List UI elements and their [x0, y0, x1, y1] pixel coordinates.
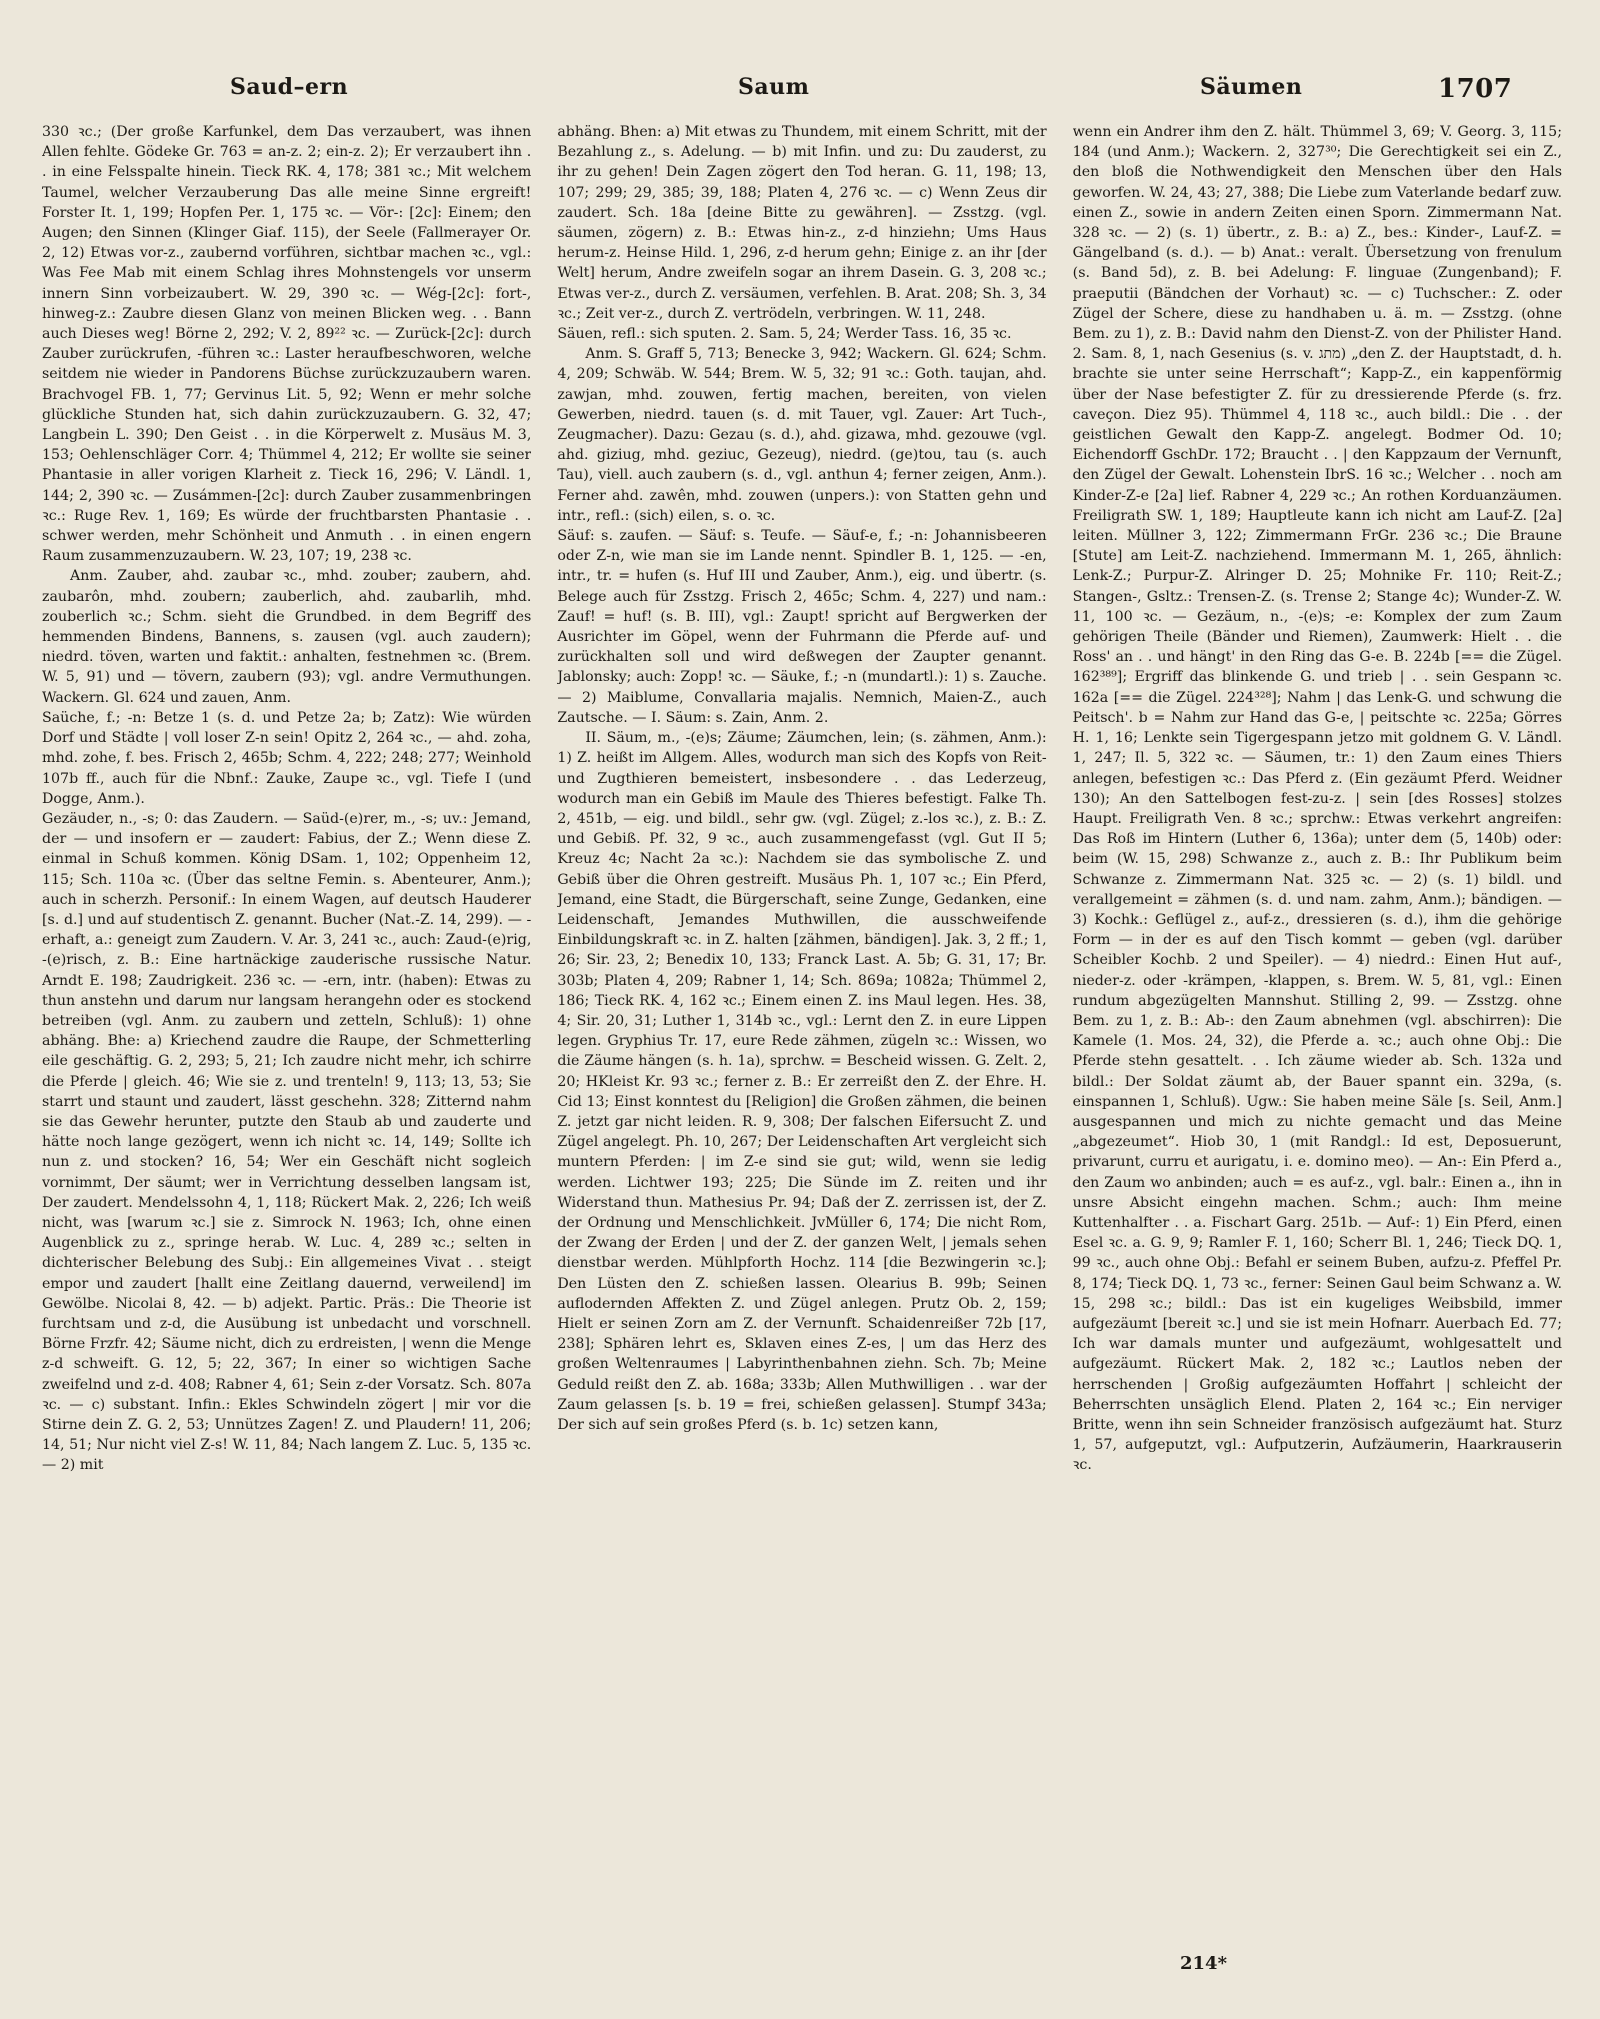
page-number: 1707: [1438, 74, 1513, 104]
paragraph: wenn ein Andrer ihm den Z. hält. Thümmel 3, 69; V. Georg. 3, 115; 184 (und Anm.); Wackern. 2, 327³⁰; Die Gerechtigkeit sei ein Z., den bloß die Nothwendigkeit den Menschen über den Hals geworfen. W. 24, 43; 27, 388; Die Liebe zum Vaterlande bedarf zuw. einen Z., sowie in andern Zeiten einen Sporn. Zimmermann Nat. 328 ꝛc. — 2) (s. 1) übertr., z. B.: a) Z., bes.: Kinder-, Lauf-Z. = Gängelband (s. d.). — b) Anat.: veralt. Übersetzung von frenulum (s. Band 5d), z. B. bei Adelung: F. linguae (Zungenband); F. praeputii (Bändchen der Vorhaut) ꝛc. — c) Tuchscher.: Z. oder Zügel der Schere, diese zu handhaben u. ä. m. — Zsstzg. (ohne Bem. zu 1), z. B.: David nahm den Dienst-Z. von der Philister Hand. 2. Sam. 8, 1, nach Gesenius (s. v. מתג) „den Z. der Hauptstadt, d. h. brachte sie unter seine Herrschaft“; Kapp-Z., ein kappenförmig über der Nase befestigter Z. für zu dressierende Pferde (s. frz. caveçon. Diez 95). Thümmel 4, 118 ꝛc., auch bildl.: Die . . der geistlichen Gewalt den Kapp-Z. angelegt. Bodmer Od. 10; Eichendorff GschDr. 172; Braucht . . | den Kappzaum der Vernunft, den Zügel der Gewalt. Lohenstein IbrS. 16 ꝛc.; Welcher . . noch am Kinder-Z-e [2a] lief. Rabner 4, 229 ꝛc.; An rothen Korduanzäumen. Freiligrath SW. 1, 189; Hauptleute kann ich nicht am Lauf-Z. [2a] leiten. Müllner 3, 122; Zimmermann FrGr. 236 ꝛc.; Die Braune [Stute] am Leit-Z. nachziehend. Immermann M. 1, 265, ähnlich: Lenk-Z.; Purpur-Z. Alringer D. 25; Mohnike Fr. 110; Reit-Z.; Stangen-, Gsltz.: Trensen-Z. (s. Trense 2; Stange 4c); Wunder-Z. W. 11, 100 ꝛc. — Gezäum, n., -(e)s; -e: Komplex der zum Zaum gehörigen Theile (Bänder und Riemen), Zaumwerk: Hielt . . die Ross' an . . und hängt' in den Ring das G-e. B. 224b [== die Zügel. 162³⁸⁹]; Ergriff das blinkende G. und trieb | . . sein Gespann ꝛc. 162a [== die Zügel. 224³²⁸]; Nahm | das Lenk-G. und schwung die Peitsch'. b = Nahm zur Hand das G-e, | peitschte ꝛc. 225a; Görres H. 1, 16; Lenkte sein Tigergespann jetzo mit goldnem G. V. Ländl. 1, 247; Il. 5, 322 ꝛc. — Säumen, tr.: 1) den Zaum eines Thiers anlegen, befestigen ꝛc.: Das Pferd z. (Ein gezäumt Pferd. Weidner 130); An den Sattelbogen fest-zu-z. | sein [des Rosses] stolzes Haupt. Freiligrath Ven. 8 ꝛc.; sprchw.: Etwas verkehrt angreifen: Das Roß im Hintern (Luther 6, 136a); unter dem (5, 140b) oder: beim (W. 15, 298) Schwanze z., auch z. B.: Ihr Publikum beim Schwanze z. Zimmermann Nat. 325 ꝛc. — 2) (s. 1) bildl. und verallgemeint = zähmen (s. d. und nam. zahm, Anm.); bändigen. — 3) Kochk.: Geflügel z., auf-z., dressieren (s. d.), ihm die gehörige Form — in der es auf den Tisch kommt — geben (vgl. darüber Scheibler Kochb. 2 und Speiler). — 4) niedrd.: Einen Hut auf-, nieder-z. oder -krämpen, -klappen, s. Brem. W. 5, 81, vgl.: Einen rundum abgezügelten Mannshut. Stilling 2, 99. — Zsstzg. ohne Bem. zu 1, z. B.: Ab-: den Zaum abnehmen (vgl. abschirren): Die Kamele (1. Mos. 24, 32), die Pferde a. ꝛc.; auch ohne Obj.: Die Pferde stehn gesattelt. . . Ich zäume wieder ab. Sch. 132a und bildl.: Der Soldat zäumt ab, der Bauer spannt ein. 329a, (s. einspannen 1, Schluß). Ugw.: Sie haben meine Säle [s. Seil, Anm.] ausgespannen und mich zu nichte gemacht und das Meine „abgezeumet“. Hiob 30, 1 (mit Randgl.: Id est, Deposuerunt, privarunt, curru et aurigatu, i. e. domino meo). — An-: Ein Pferd a., den Zaum wo anbinden; auch = es auf-z., vgl. balr.: Einen a., ihn in unsre Absicht eingehn machen. Schm.; auch: Ihm meine Kuttenhalfter . . a. Fischart Garg. 251b. — Auf-: 1) Ein Pferd, einen Esel ꝛc. a. G. 9, 9; Ramler F. 1, 160; Scherr Bl. 1, 246; Tieck DQ. 1, 99 ꝛc., auch ohne Obj.: Befahl er seinem Buben, aufzu-z. Pfeffel Pr. 8, 174; Tieck DQ. 1, 73 ꝛc., ferner: Seinen Gaul beim Schwanz a. W. 15, 298 ꝛc.; bildl.: Das ist ein kugeliges Weibsbild, immer aufgezäumt [bereit ꝛc.] und sie ist mein Hofnarr. Auerbach Ed. 77; Ich war damals munter und aufgezäumt, wohlgesattelt und aufgezäumt. Rückert Mak. 2, 182 ꝛc.; Lautlos neben der herrschenden | Großig aufgezäumten Hoffahrt | schleicht der Beherrschten unsäglich Elend. Platen 2, 164 ꝛc.; Ein nerviger Britte, wenn ihn sein Schneider französisch aufgezäumt hat. Sturz 1, 57, aufgeputzt, vgl.: Aufputzerin, Aufzäumerin, Haarkrauserin ꝛc.: [1072, 124, 1562, 1474]
paragraph: II. Säum, m., -(e)s; Zäume; Zäumchen, lein; (s. zähmen, Anm.): 1) Z. heißt im Allgem. Alles, wodurch man sich des Kopfs von Reit- und Zugthieren bemeistert, insbesondere . . das Lederzeug, wodurch man ein Gebiß im Maule des Thieres befestigt. Falke Th. 2, 451b, — eig. und bildl., sehr gw. (vgl. Zügel; z.-los ꝛc.), z. B.: Z. und Gebiß. Pf. 32, 9 ꝛc., auch zusammengefasst (vgl. Gut II 5; Kreuz 4c; Nacht 2a ꝛc.): Nachdem sie das symbolische Z. und Gebiß über die Ohren gestreift. Musäus Ph. 1, 107 ꝛc.; Ein Pferd, Jemand, eine Stadt, die Bürgerschaft, seine Zunge, Gedanken, eine Leidenschaft, Jemandes Muthwillen, die ausschweifende Einbildungskraft ꝛc. in Z. halten [zähmen, bändigen]. Jak. 3, 2 ff.; 1, 26; Sir. 23, 2; Benedix 10, 133; Franck Last. A. 5b; G. 31, 17; Br. 303b; Platen 4, 209; Rabner 1, 14; Sch. 869a; 1082a; Thümmel 2, 186; Tieck RK. 4, 162 ꝛc.; Einem einen Z. ins Maul legen. Hes. 38, 4; Sir. 20, 31; Luther 1, 314b ꝛc., vgl.: Lernt den Z. in eure Lippen legen. Gryphius Tr. 17, eure Rede zähmen, zügeln ꝛc.: Wissen, wo die Zäume hängen (s. h. 1a), sprchw. = Bescheid wissen. G. Zelt. 2, 20; HKleist Kr. 93 ꝛc.; ferner z. B.: Er zerreißt den Z. der Ehre. H. Cid 13; Einst konntest du [Religion] die Großen zähmen, die beinen Z. jetzt gar nicht leiden. R. 9, 308; Der falschen Eifersucht Z. und Zügel angelegt. Ph. 10, 267; Der Leidenschaften Art vergleicht sich muntern Pferden: | im Z-e sind sie gut; wild, wenn sie ledig werden. Lichtwer 193; 225; Die Sünde im Z. reiten und ihr Widerstand thun. Mathesius Pr. 94; Daß der Z. zerrissen ist, der Z. der Ordnung und Menschlichkeit. JvMüller 6, 174; Die nicht Rom, der Zwang der Erden | und der Z. der ganzen Welt, | jemals sehen dienstbar werden. Mühlpforth Hochz. 114 [die Bezwingerin ꝛc.]; Den Lüsten den Z. schießen lassen. Olearius B. 99b; Seinen auflodernden Affekten Z. und Zügel anlegen. Prutz Ob. 2, 159; Hielt er seinen Zorn am Z. der Vernunft. Schaidenreißer 72b [17, 238]; Sphären lehrt es, Sklaven eines Z-es, | um das Herz des großen Weltenraumes | Labyrinthenbahnen ziehn. Sch. 7b; Meine Geduld reißt den Z. ab. 168a; 333b; Allen Muthwilligen . . war der Zaum gelassen [s. b. 19 = frei, schießen gelassen]. Stumpf 343a; Der sich auf sein großes Pferd (s. b. 1c) setzen kann,: [557, 730, 1047, 1433]
paragraph: Anm. Zauber, ahd. zaubar ꝛc., mhd. zouber; zaubern, ahd. zaubarôn, mhd. zoubern; zauberlich, ahd. zaubarlih, mhd. zouberlich ꝛc.; Schm. sieht die Grundbed. in dem Begriff des hemmenden Bindens, Bannens, s. zausen (vgl. auch zaudern); niedrd. töven, warten und faktit.: anhalten, festnehmen ꝛc. (Brem. W. 5, 91) und — tövern, zaubern (93); vgl. andre Vermuthungen. Wackern. Gl. 624 und zauen, Anm.: [42, 568, 532, 706]
column-2: [557, 122, 1046, 1942]
column-3: [1073, 122, 1562, 1942]
paragraph: Säuf: s. zaufen. — Säuf: s. Teufe. — Säuf-e, f.; -n: Johannisbeeren oder Z-n, wie man sie im Lande nennt. Spindler B. 1, 125. — -en, intr., tr. = hufen (s. Huf III und Zauber, Anm.), eig. und übertr. (s. Belege auch für Zsstzg. Frisch 2, 465c; Schm. 4, 227) und nam.: Zauf! = huf! (s. B. III), vgl.: Zaupt! spricht auf Bergwerken der Ausrichter im Göpel, wenn der Fuhrmann die Pferde auf- und zurückhalten soll und wird deßwegen der Zaupter genannt. Jablonsky; auch: Zopp! ꝛc. — Säuke, f.; -n (mundartl.): 1) s. Zauche. — 2) Maiblume, Convallaria majalis. Nemnich, Maien-Z., auch Zautsche. — I. Säum: s. Zain, Anm. 2.: [557, 528, 1047, 726]
text-columns: [42, 122, 1562, 1942]
paragraph: abhäng. Bhen: a) Mit etwas zu Thundem, mit einem Schritt, mit der Bezahlung z., s. Adelung. — b) mit Infin. und zu: Du zauderst, zu ihr zu gehen! Dein Zagen zögert den Tod heran. G. 11, 198; 13, 107; 299; 29, 385; 39, 188; Platen 4, 276 ꝛc. — c) Wenn Zeus dir zaudert. Sch. 18a [deine Bitte zu gewähren]. — Zsstzg. (vgl. säumen, zögern) z. B.: Etwas hin-z., z-d hinziehn; Ums Haus herum-z. Heinse Hild. 1, 296, z-d herum gehn; Einige z. an ihr [der Welt] herum, Andre zweifeln sogar an ihrem Dasein. G. 3, 208 ꝛc.; Etwas ver-z., durch Z. versäumen, verfehlen. B. Arat. 208; Sh. 3, 34 ꝛc.; Zeit ver-z., durch Z. vertrödeln, verbringen. W. 11, 248.: [557, 124, 1047, 322]
header-left-catchword: Saud–ern: [230, 74, 349, 100]
column-1: [42, 122, 531, 1942]
header-center-catchword: Saum: [738, 74, 810, 100]
paragraph: 330 ꝛc.; (Der große Karfunkel, dem Das verzaubert, was ihnen Allen fehlte. Gödeke Gr. 763 = an-z. 2; ein-z. 2); Er verzaubert ihn . . in eine Felsspalte hinein. Tieck RK. 4, 178; 381 ꝛc.; Mit welchem Taumel, welcher Verzauberung Das alle meine Sinne ergreift! Forster It. 1, 199; Hopfen Per. 1, 175 ꝛc. — Vör-: [2c]: Einem; den Augen; den Sinnen (Klinger Giaf. 115), der Seele (Fallmerayer Or. 2, 12) Etwas vor-z., zaubernd vorführen, sichtbar machen ꝛc., vgl.: Was Fee Mab mit einem Schlag ihres Mohnstengels vor unserm innern Sinn vorbeizaubert. W. 29, 390 ꝛc. — Wég-[2c]: fort-, hinweg-z.: Zaubre diesen Glanz von meinen Blicken weg. . . Bann auch Dieses weg! Börne 2, 292; V. 2, 89²² ꝛc. — Zurück-[2c]: durch Zauber zurückrufen, -führen ꝛc.: Laster heraufbeschworen, welche seitdem nie wieder in Pandorens Büchse zurückzuzaubern waren. Brachvogel FB. 1, 77; Gervinus Lit. 5, 92; Wenn er mehr solche glückliche Stunden hat, sich dahin zurückzuzaubern. G. 32, 47; Langbein L. 390; Den Geist . . in die Körperwelt z. Musäus M. 3, 153; Oehlenschläger Corr. 4; Thümmel 4, 212; Er wollte sie seiner Phantasie in aller vorigen Klarheit z. Tieck 16, 296; V. Ländl. 1, 144; 2, 390 ꝛc. — Zusámmen-[2c]: durch Zauber zusammenbringen ꝛc.: Ruge Rev. 1, 169; Es würde der fruchtbarsten Phantasie . . schwer werden, mehr Schönheit und Anmuth . . in einen engern Raum zusammenzuzaubern. W. 23, 107; 19, 238 ꝛc.: [42, 124, 532, 565]
paragraph: Gezäuder, n., -s; 0: das Zaudern. — Saüd-(e)rer, m., -s; uv.: Jemand, der — und insofern er — zaudert: Fabius, der Z.; Wenn diese Z. einmal in Schuß kommen. König DSam. 1, 102; Oppenheim 12, 115; Sch. 110a ꝛc. (Über das seltne Femin. s. Abenteurer, Anm.); auch in scherzh. Personif.: In einem Wagen, auf deutsch Hauderer [s. d.] und auf studentisch Z. genannt. Bucher (Nat.-Z. 14, 299). — -erhaft, a.: geneigt zum Zaudern. V. Ar. 3, 241 ꝛc., auch: Zaud-(e)rig, -(e)risch, z. B.: Eine hartnäckige zauderische russische Natur. Arndt E. 198; Zaudrigkeit. 236 ꝛc. — -ern, intr. (haben): Etwas zu thun anstehn und darum nur langsam herangehn oder es stockend betreiben (vgl. Anm. zu zaubern und zetteln, Schluß): 1) ohne abhäng. Bhe: a) Kriechend zaudre die Raupe, der Schmetterling eile geschäftig. G. 2, 293; 5, 21; Ich zaudre nicht mehr, ich schirre die Pferde | gleich. 46; Wie sie z. und trenteln! 9, 113; 13, 53; Sie starrt und staunt und zaudert, lässt geschehn. 328; Zitternd nahm sie das Gewehr herunter, putzte den Staub ab und zauderte und hätte noch lange gezögert, wenn ich nicht ꝛc. 14, 149; Sollte ich nun z. und stocken? 16, 54; Wer ein Geschäft nicht sogleich vornimmt, Der säumt; wer in Verrichtung desselben langsam ist, Der zaudert. Mendelssohn 4, 1, 118; Rückert Mak. 2, 226; Ich weiß nicht, was [warum ꝛc.] sie z. Simrock N. 1963; Ich, ohne einen Augenblick zu z., springe herab. W. Luc. 4, 289 ꝛc.; selten in dichterischer Belebung des Subj.: Ein allgemeines Vivat . . steigt empor und zaudert [hallt eine Zeitlang dauernd, verweilend] im Gewölbe. Nicolai 8, 42. — b) adjekt. Partic. Präs.: Die Theorie ist furchtsam und z-d, die Ausübung ist unbedacht und vorschnell. Börne Frzfr. 42; Säume nicht, dich zu erdreisten, | wenn die Menge z-d schweift. G. 12, 5; 22, 367; In einer so wichtigen Sache zweifelnd und z-d. 408; Rabner 4, 61; Sein z-der Vorsatz. Sch. 807a ꝛc. — c) substant. Infin.: Ekles Schwindeln zögert | mir vor die Stirne dein Z. G. 2, 53; Unnützes Zagen! Z. und Plaudern! 11, 206; 14, 51; Nur nicht viel Z-s! W. 11, 84; Nach langem Z. Luc. 5, 135 ꝛc. — 2) mit: [42, 810, 532, 1474]
paragraph: Säuen, refl.: sich sputen. 2. Sam. 5, 24; Werder Tass. 16, 35 ꝛc.: [557, 326, 1012, 343]
running-header: [0, 74, 1600, 110]
header-right-catchword: Säumen: [1200, 74, 1303, 100]
sheet-signature: 214*: [1180, 1953, 1227, 1974]
paragraph: Anm. S. Graff 5, 713; Benecke 3, 942; Wackern. Gl. 624; Schm. 4, 209; Schwäb. W. 544; Brem. W. 5, 32; 91 ꝛc.: Goth. taujan, ahd. zawjan, mhd. zouwen, fertig machen, bereiten, von vielen Gewerben, niedrd. tauen (s. d. mit Tauer, vgl. Zauer: Art Tuch-, Zeugmacher). Dazu: Gezau (s. d.), ahd. gizawa, mhd. gezouwe (vgl. ahd. giziug, mhd. geziuc, Gezeug), niedrd. (ge)tou, tau (s. auch Tau), viell. auch zaubern (s. d., vgl. anthun 4; ferner zeigen, Anm.). Ferner ahd. zawên, mhd. zouwen (unpers.): von Statten gehn und intr., refl.: (sich) eilen, s. o. ꝛc.: [557, 346, 1047, 524]
paragraph: Saüche, f.; -n: Betze 1 (s. d. und Petze 2a; b; Zatz): Wie würden Dorf und Städte | voll loser Z-n sein! Opitz 2, 264 ꝛc., — ahd. zoha, mhd. zohe, f. bes. Frisch 2, 465b; Schm. 4, 222; 248; 277; Weinhold 107b ff., auch für die Nbnf.: Zauke, Zaupe ꝛc., vgl. Tiefe I (und Dogge, Anm.).: [42, 709, 532, 807]
